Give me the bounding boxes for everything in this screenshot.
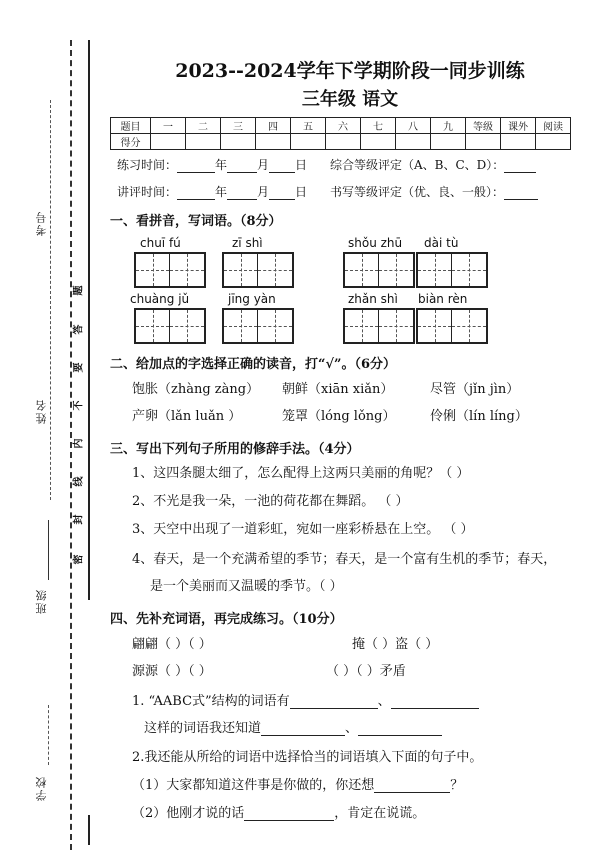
score-header-cell: 课外 [501, 118, 536, 134]
seal-char-7: 封 [73, 514, 85, 525]
rhetoric-question-2[interactable]: 2、不光是我一朵，一池的荷花都在舞蹈。 （ ） [132, 494, 409, 509]
page-subtitle: 三年级 语文 [301, 89, 399, 110]
reading-choice-4[interactable]: 产卵（lǎn luǎn ） [132, 409, 242, 424]
writing-grid-1[interactable] [134, 252, 206, 288]
month-blank[interactable] [227, 160, 257, 173]
score-cell[interactable] [536, 134, 571, 150]
writing-grade-label: 书写等级评定（优、良、一般）： [330, 185, 505, 199]
fill-sentence-1-blank[interactable] [374, 780, 450, 793]
score-cell[interactable] [431, 134, 466, 150]
binding-line [88, 40, 90, 600]
pinyin-7: zhǎn shì [348, 292, 398, 306]
reading-choice-1[interactable]: 饱胀（zhàng zàng） [132, 382, 260, 397]
fill-sentence-2-blank[interactable] [244, 808, 334, 821]
seal-char-1: 题 [73, 285, 85, 296]
class-label: 班级 [35, 588, 48, 614]
seal-char-2: 答 [73, 324, 85, 335]
pinyin-5: chuàng jǔ [130, 292, 190, 306]
score-table-score-row [111, 134, 571, 150]
writing-grid-6[interactable] [222, 308, 294, 344]
score-cell[interactable] [256, 134, 291, 150]
aabc-more-question [144, 717, 442, 736]
fill-sentence-1 [132, 774, 463, 793]
score-header-cell: 一 [151, 118, 186, 134]
writing-grade-blank[interactable] [504, 187, 538, 200]
rhetoric-question-1[interactable]: 1、这四条腿太细了，怎么配得上这两只美丽的角呢？（ ） [132, 466, 470, 481]
writing-grid-2[interactable] [222, 252, 294, 288]
seal-char-8: 密 [73, 554, 85, 565]
fill-sentence-1-end: ？ [450, 778, 464, 793]
word-fill-b[interactable]: 掩（ ）盗（ ） [352, 637, 439, 652]
overall-grade-label: 综合等级评定（A、B、C、D）： [330, 158, 505, 172]
writing-grid-5[interactable] [134, 308, 206, 344]
score-cell[interactable] [466, 134, 501, 150]
writing-grade-row [330, 183, 538, 200]
practice-time-label: 练习时间： [117, 158, 178, 172]
section2-heading: 二、给加点的字选择正确的读音，打“√”。（6分） [110, 357, 397, 372]
rhetoric-question-4-cont[interactable]: 是一个美丽而又温暖的季节。（ ） [150, 579, 343, 594]
overall-grade-blank[interactable] [504, 160, 536, 173]
day-blank[interactable] [269, 187, 295, 200]
score-header-cell: 七 [361, 118, 396, 134]
writing-grid-3[interactable] [343, 252, 415, 288]
exam-no-label: 考号 [35, 210, 48, 236]
score-header-cell: 三 [221, 118, 256, 134]
reading-choice-5[interactable]: 笼罩（lóng lǒng） [282, 409, 396, 424]
section4-heading: 四、先补充词语，再完成练习。（10分） [110, 612, 343, 627]
year-blank[interactable] [177, 160, 215, 173]
aabc-question [132, 690, 479, 709]
year-label: 年 [215, 185, 228, 199]
binding-line-bottom [88, 815, 90, 845]
month-label: 月 [257, 158, 270, 172]
score-cell[interactable] [186, 134, 221, 150]
score-table-header-row [111, 118, 571, 134]
review-time-label: 讲评时间： [117, 185, 178, 199]
score-cell[interactable] [151, 134, 186, 150]
fill-sentence-2 [132, 802, 425, 821]
word-fill-d[interactable]: （ ）（ ）矛盾 [326, 664, 406, 679]
fill-sentence-instruction: 2.我还能从所给的词语中选择恰当的词语填入下面的句子中。 [132, 750, 483, 765]
pinyin-4: dài tù [424, 236, 459, 250]
score-header-cell: 题目 [111, 118, 151, 134]
pinyin-6: jīng yàn [228, 292, 276, 306]
pinyin-3: shǒu zhū [348, 236, 403, 250]
score-row-label: 得分 [111, 134, 151, 150]
word-fill-c[interactable]: 源源（ ）（ ） [132, 664, 212, 679]
year-label: 年 [215, 158, 228, 172]
separator: 、 [345, 721, 359, 736]
name-label: 姓名 [35, 398, 48, 424]
aabc-blank-1[interactable] [290, 696, 378, 709]
pinyin-8: biàn rèn [418, 292, 468, 306]
score-header-cell: 五 [291, 118, 326, 134]
score-cell[interactable] [291, 134, 326, 150]
aabc-more-text: 这样的词语我还知道 [144, 721, 262, 736]
rhetoric-question-3[interactable]: 3、天空中出现了一道彩虹，宛如一座彩桥悬在上空。 （ ） [132, 522, 474, 537]
month-blank[interactable] [227, 187, 257, 200]
class-underline [48, 520, 49, 580]
aabc-more-blank-2[interactable] [358, 723, 442, 736]
score-header-cell: 等级 [466, 118, 501, 134]
seal-char-5: 内 [73, 438, 85, 449]
aabc-more-blank-1[interactable] [261, 723, 345, 736]
writing-grid-4[interactable] [416, 252, 488, 288]
score-header-cell: 阅读 [536, 118, 571, 134]
day-label: 日 [295, 158, 308, 172]
reading-choice-6[interactable]: 伶俐（lín líng） [430, 409, 528, 424]
reading-choice-3[interactable]: 尽管（jǐn jìn） [430, 382, 520, 397]
reading-choice-2[interactable]: 朝鲜（xiān xiǎn） [282, 382, 394, 397]
aabc-blank-2[interactable] [391, 696, 479, 709]
rhetoric-question-4: 4、春天，是一个充满希望的季节；春天，是一个富有生机的季节；春天， [132, 552, 557, 567]
score-cell[interactable] [326, 134, 361, 150]
fill-sentence-2-text: （2）他刚才说的话 [132, 806, 245, 821]
aabc-question-text: 1. “AABC式”结构的词语有 [132, 694, 290, 709]
word-fill-a[interactable]: 翩翩（ ）（ ） [132, 637, 212, 652]
school-underline [48, 705, 49, 765]
day-blank[interactable] [269, 160, 295, 173]
day-label: 日 [295, 185, 308, 199]
score-header-cell: 八 [396, 118, 431, 134]
section3-heading: 三、写出下列句子所用的修辞手法。（4分） [110, 442, 360, 457]
month-label: 月 [257, 185, 270, 199]
fill-sentence-2-end: ，肯定在说谎。 [334, 806, 426, 821]
year-blank[interactable] [177, 187, 215, 200]
school-label: 学校 [35, 775, 48, 801]
seal-char-6: 线 [73, 476, 85, 487]
score-cell[interactable] [361, 134, 396, 150]
score-header-cell: 四 [256, 118, 291, 134]
section1-heading: 一、看拼音，写词语。（8分） [110, 214, 282, 229]
score-cell[interactable] [221, 134, 256, 150]
pinyin-2: zī shì [232, 236, 263, 250]
score-header-cell: 二 [186, 118, 221, 134]
score-header-cell: 九 [431, 118, 466, 134]
score-table [110, 117, 571, 150]
writing-grid-7[interactable] [343, 308, 415, 344]
score-cell[interactable] [501, 134, 536, 150]
separator: 、 [377, 694, 391, 709]
writing-grid-8[interactable] [416, 308, 488, 344]
side-dashed-line [50, 100, 51, 500]
score-header-cell: 六 [326, 118, 361, 134]
practice-time-row [117, 156, 307, 173]
score-cell[interactable] [396, 134, 431, 150]
pinyin-1: chuī fú [140, 236, 181, 250]
page-title: 2023--2024学年下学期阶段一同步训练 [175, 60, 525, 82]
seal-char-3: 要 [73, 362, 85, 373]
seal-char-4: 不 [73, 400, 85, 411]
review-time-row [117, 183, 307, 200]
overall-grade-row [330, 156, 536, 173]
fill-sentence-1-text: （1）大家都知道这件事是你做的，你还想 [132, 778, 375, 793]
